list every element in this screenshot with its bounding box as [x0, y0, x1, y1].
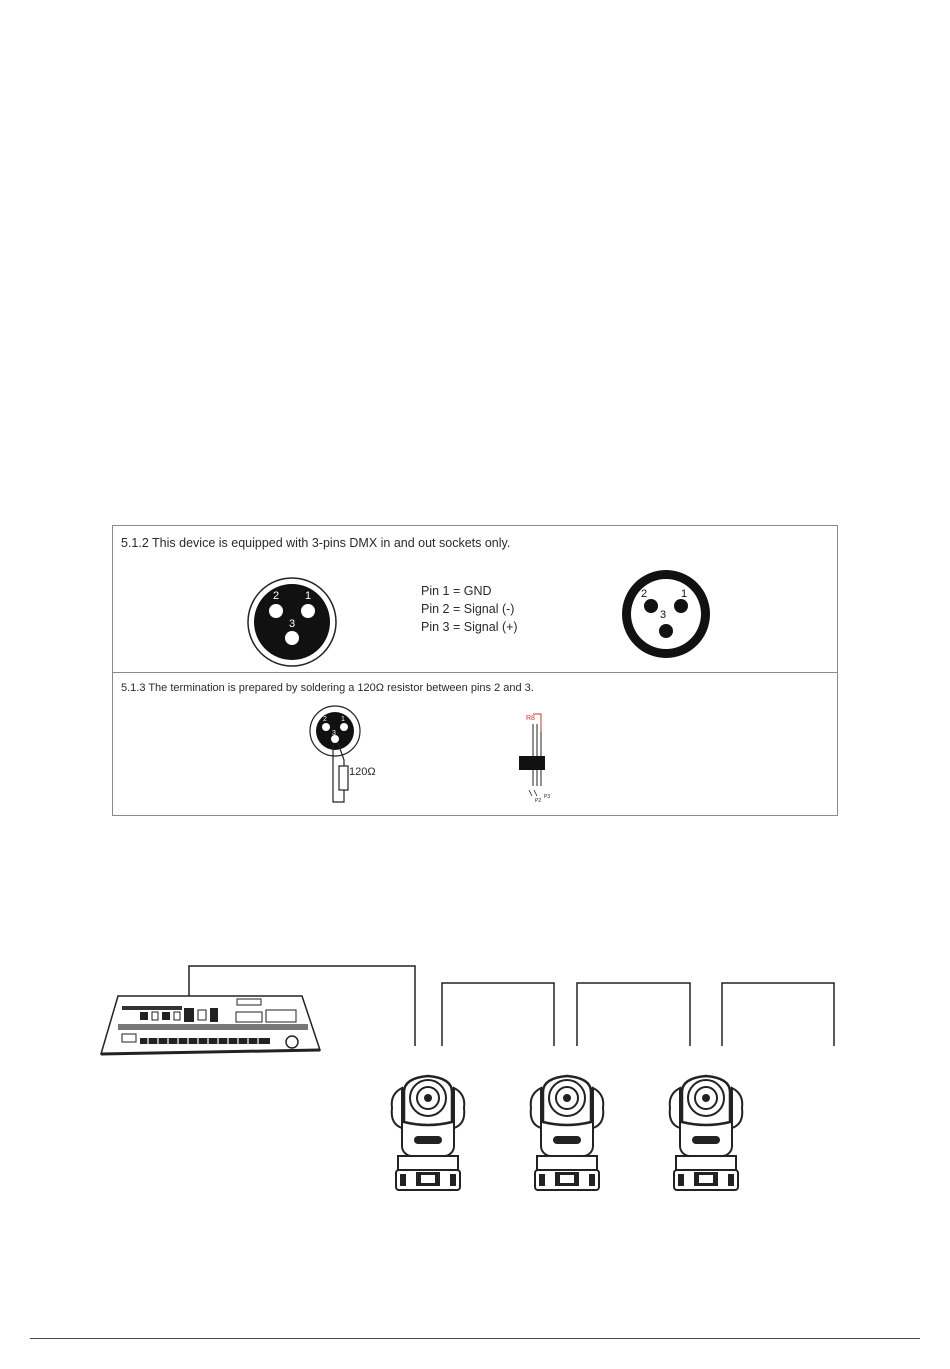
- plug-pin-label: P3: [544, 794, 551, 800]
- xlr-in-connector-icon: [246, 576, 338, 668]
- pin-1-label: 1: [305, 590, 312, 602]
- terminator-connector-icon: [309, 704, 369, 806]
- pin-2-label: 2: [323, 716, 327, 723]
- section-5-1-2-heading: 5.1.2 This device is equipped with 3-pins DMX in and out sockets only.: [121, 536, 511, 550]
- footer-rule: [30, 1338, 920, 1339]
- pin-3-description: Pin 3 = Signal (+): [421, 620, 518, 634]
- terminator-plug-icon: [513, 710, 563, 810]
- pin-3-label: 3: [332, 730, 336, 737]
- pin-1-label: 1: [681, 588, 688, 600]
- dmx-controller-icon: [101, 996, 320, 1054]
- xlr-out-connector-icon: [618, 566, 714, 662]
- dmx-cable: [577, 983, 690, 1046]
- section-5-1-3-heading: 5.1.3 The termination is prepared by soldering a 120Ω resistor between pins 2 and 3.: [121, 682, 534, 694]
- moving-head-fixture-icon: [531, 1076, 604, 1190]
- dmx-cable: [442, 983, 554, 1046]
- plug-label: R8: [526, 715, 535, 722]
- resistor-icon: [339, 766, 348, 790]
- pin-3-label: 3: [289, 618, 296, 630]
- dmx-wiring-diagram: [0, 950, 950, 1210]
- pin-2-label: 2: [273, 590, 280, 602]
- dmx-info-panel: [112, 525, 838, 816]
- moving-head-fixture-icon: [392, 1076, 465, 1190]
- pin-2-description: Pin 2 = Signal (-): [421, 602, 515, 616]
- section-divider: [113, 672, 837, 673]
- pin-1-label: 1: [341, 716, 345, 723]
- pin-1-description: Pin 1 = GND: [421, 584, 492, 598]
- pin-3-label: 3: [660, 609, 667, 621]
- resistor-value-label: 120Ω: [349, 766, 376, 778]
- pin-2-label: 2: [641, 588, 648, 600]
- moving-head-fixture-icon: [670, 1076, 743, 1190]
- plug-pin-label: P2: [535, 798, 542, 804]
- dmx-cable: [722, 983, 834, 1046]
